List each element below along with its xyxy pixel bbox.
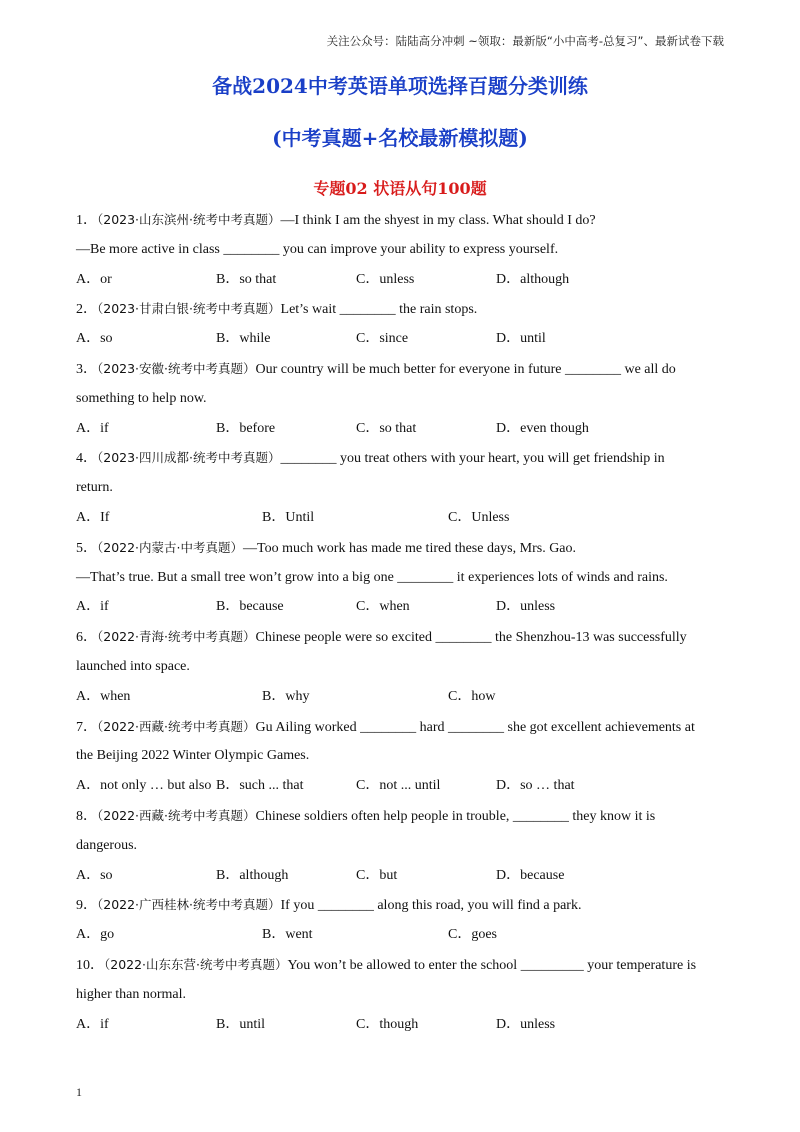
header-note: 关注公众号：陆陆高分冲刺 ~领取：最新版“小中高考-总复习”、最新试卷下载 bbox=[326, 34, 724, 48]
answer-option-c[interactable]: C．unless bbox=[356, 271, 415, 287]
question-number: 9． bbox=[76, 898, 97, 914]
answer-option-c[interactable]: C．Unless bbox=[448, 509, 510, 525]
question-text: You won’t be allowed to enter the school _________ your temperature is bbox=[287, 957, 697, 973]
question-number: 6． bbox=[76, 630, 97, 646]
question-source: （2022·西藏·统考中考真题） bbox=[97, 807, 256, 823]
question-source: （2022·山东东营·统考中考真题） bbox=[104, 956, 288, 972]
answer-options bbox=[76, 682, 728, 712]
question-source: （2023·甘肃白银·统考中考真题） bbox=[97, 301, 281, 317]
question-text: return. bbox=[76, 480, 113, 496]
question-text: the Beijing 2022 Winter Olympic Games. bbox=[76, 748, 310, 764]
question-text: If you ________ along this road, you will find a park. bbox=[280, 898, 582, 914]
answer-options bbox=[76, 920, 728, 950]
answer-option-a[interactable]: A．If bbox=[76, 509, 110, 525]
answer-option-a[interactable]: A．when bbox=[76, 688, 131, 704]
question-text: Chinese people were so excited ________ the Shenzhou-13 was successfully bbox=[255, 630, 687, 646]
question-stem-continued bbox=[76, 473, 728, 503]
document-title-line2: (中考真题+名校最新模拟题) bbox=[272, 126, 528, 150]
answer-option-d[interactable]: D．until bbox=[496, 331, 546, 347]
answer-option-a[interactable]: A．not only … but also bbox=[76, 778, 212, 794]
question-text: Let’s wait ________ the rain stops. bbox=[280, 302, 478, 318]
question-stem-continued bbox=[76, 652, 728, 682]
answer-option-b[interactable]: B．such ... that bbox=[216, 778, 304, 794]
question-text: launched into space. bbox=[76, 658, 190, 674]
question-item bbox=[76, 622, 728, 711]
answer-option-c[interactable]: C．goes bbox=[448, 927, 497, 943]
question-source: （2022·广西桂林·统考中考真题） bbox=[97, 897, 281, 913]
answer-options bbox=[76, 324, 728, 354]
question-stem bbox=[76, 205, 728, 235]
question-item bbox=[76, 950, 728, 1039]
question-source: （2022·西藏·统考中考真题） bbox=[97, 718, 256, 734]
answer-option-b[interactable]: B．before bbox=[216, 420, 276, 436]
question-number: 3． bbox=[76, 361, 97, 377]
answer-option-c[interactable]: C．how bbox=[448, 688, 496, 704]
question-number: 7． bbox=[76, 719, 97, 735]
question-number: 4． bbox=[76, 451, 97, 467]
answer-option-b[interactable]: B．so that bbox=[216, 271, 277, 287]
answer-option-c[interactable]: C．though bbox=[356, 1016, 419, 1032]
answer-options bbox=[76, 592, 728, 622]
answer-option-d[interactable]: D．although bbox=[496, 271, 570, 287]
question-text: Our country will be much better for everyone in future ________ we all do bbox=[255, 361, 676, 377]
answer-option-a[interactable]: A．if bbox=[76, 1016, 109, 1032]
answer-options bbox=[76, 265, 728, 295]
question-stem bbox=[76, 622, 728, 652]
answer-option-d[interactable]: D．so … that bbox=[496, 778, 575, 794]
answer-option-b[interactable]: B．why bbox=[262, 688, 310, 704]
question-number: 5． bbox=[76, 540, 97, 556]
answer-option-a[interactable]: A．go bbox=[76, 927, 115, 943]
question-text: Gu Ailing worked ________ hard ________ she got excellent achievements at bbox=[255, 719, 695, 735]
question-item bbox=[76, 294, 728, 354]
question-item bbox=[76, 801, 728, 890]
answer-option-c[interactable]: C．but bbox=[356, 867, 398, 883]
question-item bbox=[76, 890, 728, 950]
section-subtitle: 专题02 状语从句100题 bbox=[313, 179, 487, 198]
question-stem bbox=[76, 801, 728, 831]
question-number: 10． bbox=[76, 957, 104, 973]
question-source: （2023·山东滨州·统考中考真题） bbox=[97, 212, 281, 227]
answer-option-a[interactable]: A．so bbox=[76, 867, 113, 883]
question-text: dangerous. bbox=[76, 837, 138, 853]
answer-options bbox=[76, 861, 728, 891]
question-text: Chinese soldiers often help people in trouble, ________ they know it is bbox=[255, 808, 656, 824]
answer-option-d[interactable]: D．even though bbox=[496, 420, 589, 436]
question-source: （2023·四川成都·统考中考真题） bbox=[97, 450, 281, 466]
question-number: 2． bbox=[76, 302, 97, 318]
answer-option-a[interactable]: A．so bbox=[76, 331, 113, 347]
question-stem bbox=[76, 294, 728, 324]
question-item bbox=[76, 205, 728, 294]
answer-option-b[interactable]: B．until bbox=[216, 1016, 266, 1032]
question-text: —Be more active in class ________ you can improve your ability to express yourself. bbox=[76, 241, 559, 257]
question-text: something to help now. bbox=[76, 390, 207, 406]
question-stem bbox=[76, 712, 728, 742]
question-stem-continued bbox=[76, 384, 728, 414]
answer-options bbox=[76, 1010, 728, 1040]
question-stem bbox=[76, 890, 728, 920]
question-stem bbox=[76, 354, 728, 384]
answer-option-a[interactable]: A．if bbox=[76, 420, 109, 436]
answer-option-d[interactable]: D．unless bbox=[496, 1016, 556, 1032]
question-source: （2022·内蒙古·中考真题） bbox=[97, 539, 244, 555]
answer-option-a[interactable]: A．if bbox=[76, 599, 109, 615]
question-number: 8． bbox=[76, 808, 97, 824]
question-text: ________ you treat others with your heart, you will get friendship in bbox=[280, 451, 665, 467]
answer-option-d[interactable]: D．unless bbox=[496, 599, 556, 615]
answer-option-c[interactable]: C．so that bbox=[356, 420, 417, 436]
question-stem bbox=[76, 950, 728, 980]
question-item bbox=[76, 443, 728, 532]
question-text: —I think I am the shyest in my class. What should I do? bbox=[280, 213, 596, 228]
answer-options bbox=[76, 414, 728, 444]
question-text: —That’s true. But a small tree won’t grow into a big one ________ it experiences lots of winds and rains. bbox=[76, 569, 668, 585]
question-number: 1． bbox=[76, 213, 97, 228]
answer-option-c[interactable]: C．since bbox=[356, 331, 409, 347]
question-stem-continued bbox=[76, 831, 728, 861]
answer-option-c[interactable]: C．not ... until bbox=[356, 778, 441, 794]
question-item bbox=[76, 533, 728, 622]
question-stem-continued bbox=[76, 563, 728, 593]
answer-option-b[interactable]: B．went bbox=[262, 927, 313, 943]
answer-option-b[interactable]: B．while bbox=[216, 331, 271, 347]
question-text: —Too much work has made me tired these days, Mrs. Gao. bbox=[243, 540, 577, 556]
answer-option-b[interactable]: B．because bbox=[216, 599, 284, 615]
answer-option-b[interactable]: B．although bbox=[216, 867, 289, 883]
answer-options bbox=[76, 503, 728, 533]
question-source: （2023·安徽·统考中考真题） bbox=[97, 360, 256, 376]
question-source: （2022·青海·统考中考真题） bbox=[97, 629, 256, 645]
question-item bbox=[76, 354, 728, 443]
page-number: 1 bbox=[76, 1085, 82, 1099]
document-title: 备战2024中考英语单项选择百题分类训练 bbox=[212, 74, 588, 98]
answer-option-c[interactable]: C．when bbox=[356, 599, 410, 615]
answer-option-a[interactable]: A．or bbox=[76, 271, 112, 287]
answer-option-d[interactable]: D．because bbox=[496, 867, 565, 883]
question-stem bbox=[76, 533, 728, 563]
question-stem-continued bbox=[76, 980, 728, 1010]
question-text: higher than normal. bbox=[76, 986, 187, 1002]
answer-option-b[interactable]: B．Until bbox=[262, 509, 315, 525]
question-stem bbox=[76, 443, 728, 473]
question-stem-continued bbox=[76, 235, 728, 265]
question-stem-continued bbox=[76, 741, 728, 771]
question-list bbox=[76, 205, 728, 1039]
question-item bbox=[76, 712, 728, 801]
answer-options bbox=[76, 771, 728, 801]
